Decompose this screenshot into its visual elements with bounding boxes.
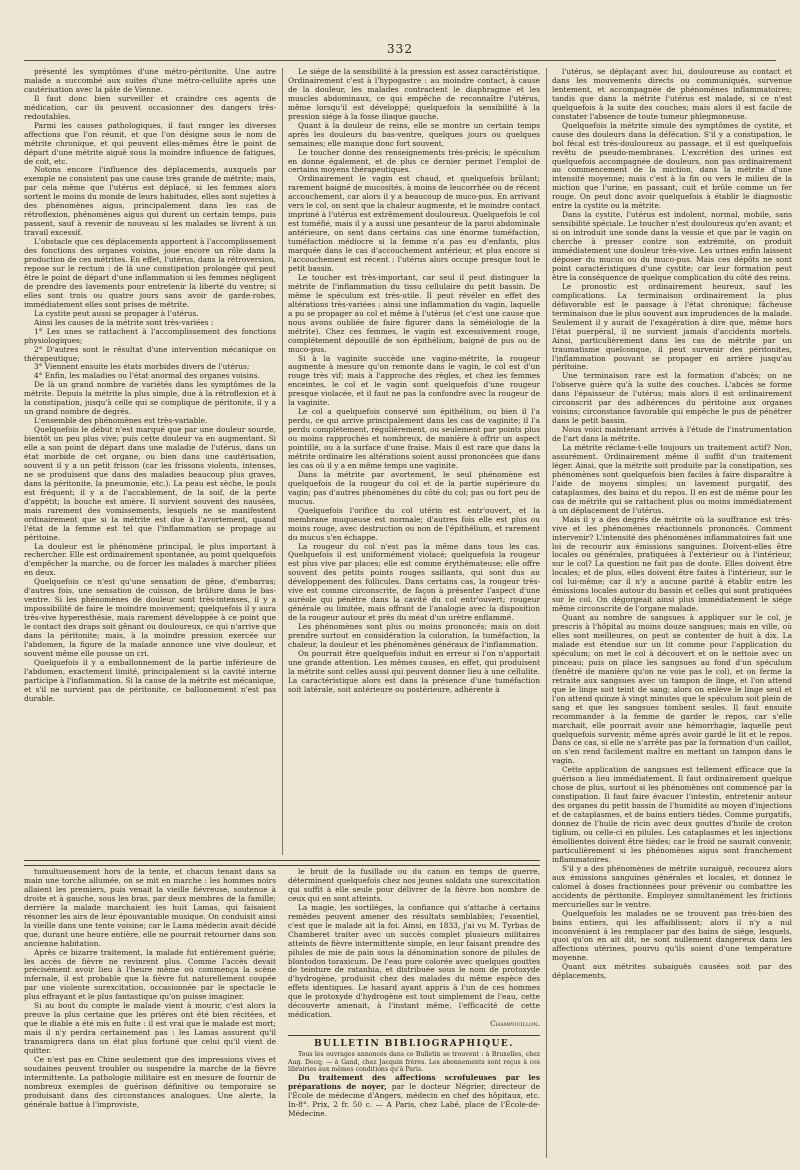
paragraph: Ordinairement le vagin est chaud, et quelquefois brûlant; rarement baigné de mucosités, à moins de leucorrhée ou de récent accouchement, car alors il y a beaucoup de muco-pus. En arrivant vers le col, on sent que la chaleur augmente, et le moindre contact imprimé à l'utérus est extrêmement douloureux. Quelquefois le col est tuméfié, mais il y a aussi une pesanteur de la paroi abdominale antérieure, on sent dans certains cas une énorme tuméfaction, tuméfaction médiocre si la femme n'a pas eu d'enfants, plus marquée dans le cas d'accouchement antérieur, et plus encore si l'accouchement est récent : l'utérus alors occupe presque tout le petit bassin.: [288, 174, 540, 273]
paragraph: La métrite réclame-t-elle toujours un traitement actif? Non, assurément. Ordinairement même il suffit d'un traitement léger. Ainsi, que la métrite soit produite par la constipation, ses phénomènes sont quelquefois bien faciles à faire disparaître à l'aide de moyens simples; un lavement purgatif, des cataplasmes, des bains et du repos. Il en est de même pour les cas de métrite qui se rattachent plus ou moins immédiatement à un déplacement de l'utérus.: [552, 443, 792, 515]
column-divider: [282, 68, 283, 855]
paragraph: présenté les symptômes d'une métro-péritonite. Une autre malade a succombé aux suites d'une métro-cellulite après une cautérisation avec la pâte de Vienne.: [24, 68, 276, 94]
paragraph: Ainsi les causes de la métrite sont très-variées :: [34, 317, 214, 327]
paragraph: Le toucher est très-important, car seul il peut distinguer la métrite de l'inflammation du tissu cellulaire du petit bassin. De même le spéculum est très-utile. Il peut révéler en effet des altérations très-variées : ainsi une inflammation du vagin, laquelle a pu se propager au col et même à l'utérus (et c'est une cause que nous avons oubliée de faire figurer dans la séméiologie de la métrite). Chez ces femmes, le vagin est excessivement rouge, complétement dépouillé de son épithélium, baigné de pus ou de muco-pus.: [288, 272, 540, 354]
paragraph: Mais il y a des degrés de métrite où la souffrance est très-vive et les phénomènes réactionnels prononcés. Comment intervenir? L'intensité des phénomènes inflammatoires fait une loi de recourir aux émissions sanguines. Doivent-elles être locales ou générales, pratiquées à l'extérieur ou à l'intérieur, sur le col? La question ne fait pas de doute. Elles doivent être locales; et de plus, elles doivent être faites à l'intérieur, sur le col lui-même; car il n'y a aucune parité à établir entre les émissions locales autour du bassin et celles qui sont pratiquées sur le col. On dégorgeait ainsi plus immédiatement le siége même circonscrite de l'organe malade.: [552, 514, 792, 614]
paragraph: Quelquefois il y a emballonnement de la partie inférieure de l'abdomen, exactement limité, principalement si la cavité interne participe à l'inflammation. Si la cause de la métrite est mécanique, et s'il ne survient pas de péritonite, ce ballonnement n'est pas durable.: [24, 657, 276, 703]
paragraph: Quelquefois la métrite simule des symptômes de cystite, et cause des douleurs dans la défécation. S'il y a constipation, le bol fécal est très-douloureux au passage, et il est quelquefois revêtu de pseudo-membranes. L'excrétion des urines est quelquefois accompagnée de douleurs, non pas ordinairement au commencement de la miction, dans la métrite d'une intensité moyenne; mais c'est à la fin ou vers le milieu de la miction que l'urine, en passant, cuit et brûle comme un fer rouge. On peut donc avoir quelquefois à établir le diagnostic entre la cystite ou la métrite.: [552, 120, 792, 211]
paragraph: Parmi les causes pathologiques, il faut ranger les diverses affections que l'on réunit, et que l'on désigne sous le nom de métrite chronique, et qui peuvent elles-mêmes être le point de départ d'une métrite aiguë sous la moindre influence de fatigues, de coït, etc.: [24, 120, 276, 166]
paragraph: Nous voici maintenant arrivés à l'étude de l'instrumentation de l'art dans la métrite.: [552, 425, 792, 444]
paragraph: Après ce bizarre traitement, la malade fut entièrement guérie; les accès de fièvre ne revinrent plus. Comme l'accès devait précisément avoir lieu à l'heure même où commença la scène infernale, il est probable que la fièvre fut naturellement coupée par une violente surexcitation, occasionnée par le spectacle le plus effrayant et le plus fantastique qu'on puisse imaginer.: [24, 947, 276, 1002]
bulletin-note: Tous les ouvrages annoncés dans ce Bulletin se trouvent : à Bruxelles, chez Aug. Decq; — à Gand, chez Jacquin frères. Les abonnements sont reçus à ces librairies aux mêmes conditions qu'à Paris.: [288, 1051, 540, 1074]
paragraph: Le pronostic est ordinairement heureux, sauf les complications. La terminaison ordinairement la plus défavorable est le passage à l'état chronique; fâcheuse terminaison due le plus souvent aux imprudences de la malade. Seulement il y aurait de l'exagération à dire que, même hors l'état puerpéral, il ne survient jamais d'accidents mortels. Ainsi, particulièrement dans les cas de métrite par un traumatisme quelconque, il peut survenir des péritonites, l'inflammation pouvant se propager en arrière jusqu'au péritoine.: [552, 281, 792, 372]
paragraph: 2° D'autres sont le résultat d'une intervention mécanique ou thérapeutique;: [24, 344, 276, 363]
column-1: [24, 68, 276, 855]
paragraph: Le siége de la sensibilité à la pression est assez caractéristique. Ordinairement c'est à l'hypogastre : au moindre contact, à cause de la douleur, les malades contractent le diaphragme et les muscles abdominaux, ce qui empêche de reconnaître l'utérus, même lorsqu'il est développé; quelquefois la sensibilité à la pression siége à la fosse iliaque gauche.: [288, 68, 540, 121]
paragraph: l'utérus, se déplaçant avec lui, douloureuse au contact et dans les mouvements directs ou communiqués, survenue lentement, et accompagnée de phénomènes inflammatoires; tandis que dans la métrite l'utérus est malade, si ce n'est quelquefois à la suite des couches; mais alors il est facile de constater l'absence de toute tumeur phlegmoneuse.: [552, 68, 792, 121]
page-number: 332: [387, 42, 413, 56]
feuilleton-separator: [24, 860, 540, 866]
bulletin-entry-text: par le docteur Négrier, directeur de l'École de médecine d'Angers, médecin en chef des hôpitaux, etc. In-8°. Prix, 2 fr. 50 c. — A Paris, chez Labé, place de l'École-de-Médecine.: [288, 1081, 540, 1118]
paragraph: Quant à la douleur de reins, elle se montre un certain temps après les douleurs du bas-ventre, quelques jours ou quelques semaines; elle manque donc fort souvent.: [288, 120, 540, 148]
column-3: [552, 68, 792, 1158]
paragraph: S'il y a des phénomènes de métrite suraiguë, recourez alors aux émissions sanguines générales et locales, et donnez le calomel à doses fractionnées pour prévenir ou combattre les accidents de péritonite. Employez simultanément les frictions mercurielles sur le ventre.: [552, 863, 792, 909]
paragraph: Ce n'est pas en Chine seulement que des impressions vives et soudaines peuvent troubler ou suspendre la marche de la fièvre intermittente. La pathologie militaire est en mesure de fournir de nombreux exemples de guérison définitive ou temporaire se produisant dans des circonstances analogues. Une alerte, la générale battue à l'improviste,: [24, 1055, 276, 1109]
bulletin-entry: [288, 1074, 540, 1119]
paragraph: le bruit de la fusillade ou du canon en temps de guerre, déterminent quelquefois chez nos jeunes soldats une surexcitation qui suffit à elle seule pour délivrer de la fièvre bon nombre de ceux qui en sont atteints.: [288, 868, 540, 903]
paragraph: Les phénomènes sont plus ou moins prononcés; mais on doit prendre surtout en considération la coloration, la tuméfaction, la chaleur, la douleur et les phénomènes généraux de l'inflammation.: [288, 622, 540, 649]
paragraph: Il faut donc bien surveiller et craindre ces agents de médication, car ils peuvent occasionner des dangers très-redoutables.: [24, 93, 276, 121]
paragraph: 4° Enfin, les maladies ou l'état anormal des organes voisins.: [34, 371, 260, 381]
paragraph: Quelquefois ce n'est qu'une sensation de gêne, d'embarras; d'autres fois, une sensation de cuisson, de brûlure dans le bas-ventre. Si les phénomènes de douleur sont très-intenses, il y a impossibilité de faire le moindre mouvement; quelquefois il y aura très-vive hyperesthésie, mais rarement développée à ce point que le contact des draps soit gênant ou douloureux, ce qui n'arrive que dans la péritonite; mais, à la moindre pression exercée sur l'abdomen, la figure de la malade annonce une vive douleur, et souvent même elle pousse un cri.: [24, 577, 276, 658]
paragraph: L'ensemble des phénomènes est très-variable.: [34, 416, 208, 426]
paragraph: 3° Viennent ensuite les états morbides divers de l'utérus;: [34, 362, 250, 372]
paragraph: La magie, les sortiléges, la confiance qui s'attache à certains remèdes peuvent amener des résultats semblables; l'essentiel, c'est que le malade ait la foi. Ainsi, en 1833, j'ai vu M. Tyrbas de Chamberet traiter avec un succès complet plusieurs militaires atteints de fièvre intermittente simple, en leur faisant prendre des pilules de mie de pain sous la dénomination sonore de pilules de blontodon toraxicum. De l'eau pure colorée avec quelques gouttes de teinture de ratanhia, et distribuée sous le nom de protoxyde d'hydrogène, produisit chez des malades du même espèce des effets identiques. Le hasard ayant appris à l'un de ces hommes que le protoxyde d'hydrogène est tout simplement de l'eau, cette découverte amenait, à l'instant même, l'efficacité de cette médication.: [288, 902, 540, 1020]
feuilleton-left: [24, 868, 276, 1158]
paragraph: Quelquefois l'orifice du col utérin est entr'ouvert, et la membrane muqueuse est normale; d'autres fois elle est plus ou moins rouge, avec destruction ou non de l'épithélium, et rarement du mucus s'en échappe.: [288, 505, 540, 542]
page-header: [24, 40, 776, 61]
column-2: [288, 68, 540, 855]
paragraph: Quelquefois le début n'est marqué que par une douleur sourde, bientôt un peu plus vive; puis cette douleur va en augmentant. Si elle a son point de départ dans une maladie de l'utérus, dans un état morbide de cet organe, ou bien dans une cautérisation, souvent il y a un petit frisson (car les frissons violents, intenses, ne se produisent que dans des maladies beaucoup plus graves, dans la péritonite, la pneumonie, etc.). La peau est sèche, le pouls est fréquent; il y a de l'accablement, de la soif, de la perte d'appétit; la bouche est amère. Il survient souvent des nausées, mais rarement des vomissements, lesquels ne se manifestent ordinairement que si la métrite est due à l'avortement, quand l'état de la femme est tel que l'inflammation se propage au péritoine.: [24, 425, 276, 542]
paragraph: La cystite peut aussi se propager à l'utérus.: [34, 308, 199, 318]
paragraph: La rougeur du col n'est pas la même dans tous les cas. Quelquefois il est uniformément violacé; quelquefois la rougeur est plus vive par places; elle est comme érythémateuse; elle offre souvent des petits points rouges saillants, qui sont dus au développement des follicules. Dans certains cas, la rougeur très-vive est comme circonscrite, de façon à présenter l'aspect d'une auréole qui pénètre dans la cavité du col entr'ouvert; rougeur générale ou limitée, mais offrant de l'analogie avec la disposition de la rougeur autour et près du méat d'un urètre enflammé.: [288, 541, 540, 623]
paragraph: Quelquefois les malades ne se trouvent pas très-bien des bains entiers, qui les affaiblissent; alors il n'y a nul inconvénient à les remplacer par des bains de siége, lesquels, quoi qu'on en ait dit, ne sont nullement dangereux dans les affections utérines, pourvu qu'ils soient d'une température moyenne.: [552, 908, 792, 963]
paragraph: L'obstacle que ces déplacements apportent à l'accomplissement des fonctions des organes voisins, joue encore un rôle dans la production de ces métrites. En effet, l'utérus, dans la rétroversion, repose sur le rectum : de là une constipation prolongée qui peut être le point de départ d'une inflammation si les femmes négligent de prendre des lavements pour entretenir la liberté du ventre; si elles sont trois ou quatre jours sans avoir de garde-robes, immédiatement elles sont prises de métrite.: [24, 237, 276, 309]
paragraph: Si à la vaginite succède une vagino-métrite, la rougeur augmente à mesure qu'on remonte dans le vagin, le col est d'un rouge très vif; mais à l'approche des règles, et chez les femmes enceintes, le col et le vagin sont quelquefois d'une rougeur presque violacée, et il faut ne pas la confondre avec la rougeur de la vaginite.: [288, 353, 540, 408]
bulletin-entry-title: Du traitement des affections scrofuleuses par les préparations de noyer,: [288, 1072, 540, 1091]
paragraph: La douleur est le phénomène principal, le plus important à rechercher. Elle est ordinairement spontanée, au point quelquefois d'empêcher la marche, ou de forcer les malades à marcher pliées en deux.: [24, 541, 276, 578]
paragraph: Quant aux métrites subaiguës causées soit par des déplacements,: [552, 962, 792, 981]
paragraph: Si au bout du compte le malade vient à mourir, c'est alors la preuve la plus certaine que les prières ont été bien récitées, et que le diable a été mis en fuite : il est vrai que le malade est mort; mais il n'y perdra certainement pas : les Lamas assurent qu'il transmigrera dans un état plus fortuné que celui qu'il vient de quitter.: [24, 1001, 276, 1056]
paragraph: Dans la cystite, l'utérus est indolent, normal, mobile, sans sensibilité spéciale. Le toucher n'est douloureux qu'en avant; et si on introduit une sonde dans la vessie et que par le vagin on cherche à presser contre son extrémité, on produit immédiatement une douleur très-vive. Les urines enfin laissent déposer du mucus ou du muco-pus. Mais ces dépôts ne sont point caractéristiques d'une cystite; car leur formation peut être la conséquence de quelque complication du côté des reins.: [552, 210, 792, 282]
paragraph: 1° Les unes se rattachent à l'accomplissement des fonctions physiologiques;: [24, 326, 276, 345]
paragraph: Cette application de sangsues est tellement efficace que la guérison a lieu immédiatement. Il faut ordinairement quelque chose de plus, surtout si les phénomènes ont commencé par la constipation. Il faut faire évacuer l'intestin, entretenir autour des organes du petit bassin de l'humidité au moyen d'injections et de cataplasmes, et de bains entiers tièdes. Comme purgatifs, donnez de l'huile de ricin avec deux gouttes d'huile de croton tiglium, ou celle-ci en pilules. Les cataplasmes et les injections émollientes doivent être tièdes; car le froid ne saurait convenir, particulièrement si les phénomènes aigus sont franchement inflammatoires.: [552, 765, 792, 864]
paragraph: tumultueusement hors de la tente, et chacun tenant dans sa main une torche allumée, on se mit en marche : les hommes noirs allaient les premiers, puis venait la vieille fiévreuse, soutenue à droite et à gauche, sous les bras, par deux membres de la famille; derrière la malade marchaient les huit Lamas, qui faisaient résonner les airs de leur épouvantable musique. On conduisit ainsi la vieille dans une tente voisine; car le Lama médecin avait décidé que, durant une heure entière, elle ne pourrait retourner dans son ancienne habitation.: [24, 868, 276, 948]
column-divider: [546, 68, 547, 1158]
paragraph: Le toucher donne des renseignements très-précis; le spéculum en donne également, et de plus ce dernier permet l'emploi de certains moyens thérapeutiques.: [288, 147, 540, 175]
paragraph: Notons encore l'influence des déplacements, auxquels par exemple ne consistent pas une cause très grande de métrite; mais, par cela même que l'utérus est déplacé, si les femmes alors sortent le moins du monde de leurs habitudes, elles sont sujettes à des phénomènes aigus, principalement dans les cas de rétroflexion, phénomènes aigus qui durent un certain temps, puis passent, sauf à revenir de nouveau si les malades se livrent à un travail excessif.: [24, 165, 276, 238]
paragraph: Le col a quelquefois conservé son épithélium, ou bien il l'a perdu, ce qui arrive principalement dans les cas de vaginite; il l'a perdu complétement, régulièrement, ou seulement par points plus ou moins rapprochés et nombreux, de manière à offrir un aspect pointillé, ou à la surface d'une fraise. Mais il est rare que dans la métrite ordinaire les altérations soient aussi prononcées que dans les cas où il y a en même temps une vaginite.: [288, 407, 540, 470]
bulletin-title: BULLETIN BIBLIOGRAPHIQUE.: [288, 1035, 540, 1049]
paragraph: Quant au nombre de sangsues à appliquer sur le col, je prescris à l'hôpital au moins douze sangsues; mais en ville, où elles sont meilleures, on peut se contenter de huit à dix. La malade est étendue sur un lit comme pour l'application du spéculum; on met le col à découvert et on le nettoie avec un pinceau; puis on place les sangsues au fond d'un spéculum (fenêtré de manière qu'on ne voie pas le col), et on ferme la retraite aux sangsues avec un tampon de linge, et l'on attend que le linge soit teint de sang; alors on enlève le linge seul et l'on attend quinze à vingt minutes que le spéculum soit plein de sang et que les sangsues tombent seules. Il faut ensuite recommander à la femme de garder le repos, car s'elle marchait, elle pourrait avoir une hémorrhagie, laquelle peut quelquefois survenir, même après avoir gardé le lit et le repos. Dans ce cas, si elle ne s'arrête pas par la formation d'un caillot, on s'en rend facilement maître en mettant un tampon dans le vagin.: [552, 613, 792, 766]
paragraph: Dans la métrite par avortement, le seul phénomène est quelquefois de la rougeur du col et de la partie supérieure du vagin; pas d'autres phénomènes du côté du col; pas ou fort peu de mucus.: [288, 469, 540, 506]
paragraph: On pourrait être quelquefois induit en erreur si l'on n'apportait une grande attention. Les mêmes causes, en effet, qui produisent la métrite sont celles aussi qui peuvent donner lieu à une cellulite. La caractéristique alors est dans la présence d'une tuméfaction soit latérale, soit antérieure ou postérieure, adhérente à: [288, 648, 540, 694]
paragraph: De là un grand nombre de variétés dans les symptômes de la métrite. Depuis la métrite la plus simple, due à la rétroflexion et à la constipation, jusqu'à celle qui se complique de péritonite, il y a un grand nombre de degrés.: [24, 380, 276, 417]
article-signature: Champouillon.: [490, 1019, 540, 1029]
paragraph: Une terminaison rare est la formation d'abcès; on ne l'observe guère qu'à la suite des couches. L'abcès se forme dans l'épaisseur de l'utérus; mais alors il est ordinairement circonscrit par des adhérences du péritoine aux organes voisins; circonstance favorable qui empêche le pus de pénétrer dans le petit bassin.: [552, 371, 792, 426]
feuilleton-right: [288, 868, 540, 1158]
